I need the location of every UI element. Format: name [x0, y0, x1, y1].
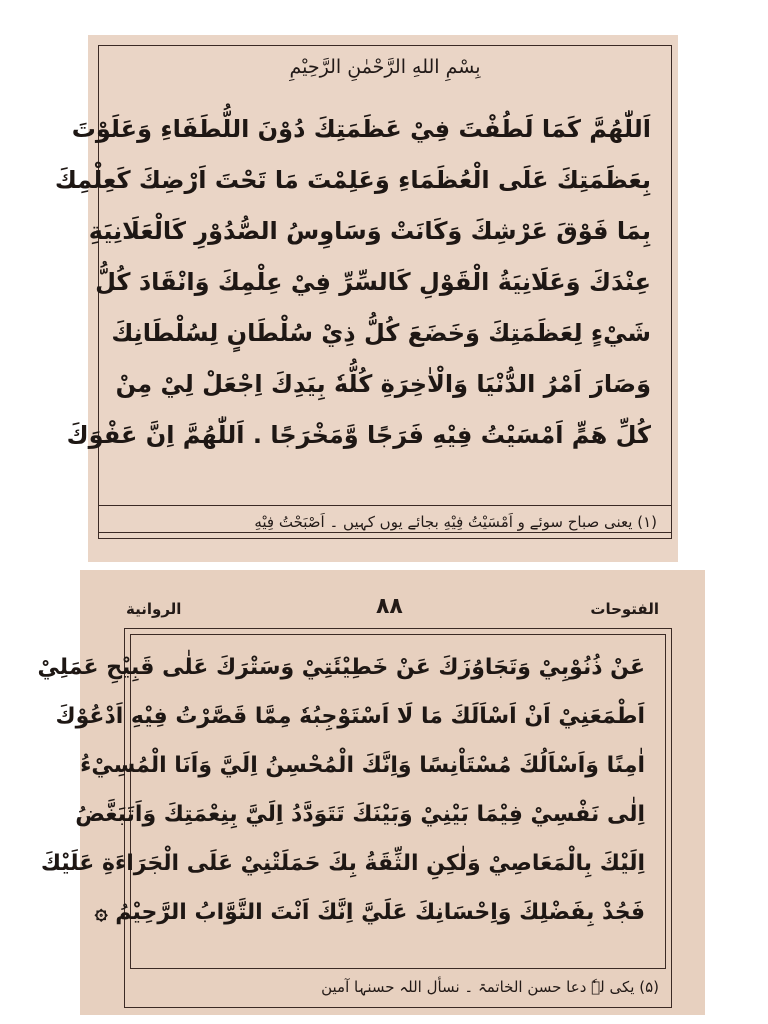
text-line: كُلِّ هَمٍّ اَمْسَيْتُ فِيْهِ فَرَجًا وَّمَخْرَجًا . اَللّٰهُمَّ اِنَّ عَفْوَكَ	[66, 421, 651, 449]
text-line: بِمَا فَوْقَ عَرْشِكَ وَكَانَتْ وَسَاوِسُ الصُّدُوْرِ كَالْعَلَانِيَةِ	[88, 217, 651, 245]
top-page-frame	[54, 45, 672, 533]
top-page-text	[54, 104, 651, 461]
text-line: شَيْءٍ لِعَظَمَتِكَ وَخَضَعَ كُلُّ ذِيْ سُلْطَانٍ لِسُلْطَانِكَ	[111, 319, 651, 347]
top-page-scan	[54, 35, 678, 562]
text-line: عَنْ ذُنُوْبِيْ وَتَجَاوُزَكَ عَنْ خَطِيْئَتِيْ وَسَتْرَكَ عَلٰى قَبِيْحِ عَمَلِيْ	[37, 655, 645, 680]
text-line: وَصَارَ اَمْرُ الدُّنْيَا وَالْاٰخِرَةِ كُلُّهٗ بِيَدِكَ اِجْعَلْ لِيْ مِنْ	[115, 370, 651, 398]
bottom-page-footnote: (۵) یکی لہٗ دعا حسن الخاتمۃ ۔ نسأل اللہ حسنہا آمین	[321, 978, 659, 996]
text-line: اَطْمَعَنِيْ اَنْ اَسْاَلَكَ مَا لَا اَسْتَوْجِبُهٗ مِمَّا قَصَّرْتُ فِيْهِ اَدْعُوْكَ	[55, 704, 645, 729]
text-line: اٰمِنًا وَاَسْاَلُكَ مُسْتَاْنِسًا وَاِنَّكَ الْمُحْسِنُ اِلَيَّ وَاَنَا الْمُسِيْءُ	[80, 753, 645, 778]
running-header-right: الفتوحات	[590, 600, 659, 618]
page-number: ۸۸	[376, 594, 403, 619]
text-line: فَجُدْ بِفَضْلِكَ وَاِحْسَانِكَ عَلَيَّ اِنَّكَ اَنْتَ التَّوَّابُ الرَّحِيْمُ ۞	[94, 900, 645, 925]
bottom-page-frame	[37, 628, 672, 1008]
top-page-footnote: (۱) یعنی صباح سوئے و اَمْسَيْتُ فِيْهِ بجائے یوں کہیں ۔ اَصْبَحْتُ فِيْهِ	[98, 505, 672, 539]
text-line: اِلٰى نَفْسِيْ فِيْمَا بَيْنِيْ وَبَيْنَكَ تَتَوَدَّدُ اِلَيَّ بِنِعْمَتِكَ وَاَتَبَغَّضُ	[75, 802, 645, 827]
running-header-left: الروانیة	[126, 600, 182, 618]
basmala-heading: بِسْمِ اللهِ الرَّحْمٰنِ الرَّحِيْمِ	[289, 56, 481, 78]
text-line: بِعَظَمَتِكَ عَلَى الْعُظَمَاءِ وَعَلِمْتَ مَا تَحْتَ اَرْضِكَ كَعِلْمِكَ	[54, 166, 651, 194]
text-line: اَللّٰهُمَّ كَمَا لَطُفْتَ فِيْ عَظَمَتِكَ دُوْنَ اللُّطَفَاءِ وَعَلَوْتَ	[71, 115, 651, 143]
bottom-page-scan	[37, 570, 705, 1015]
text-line: عِنْدَكَ وَعَلَانِيَةُ الْقَوْلِ كَالسِّرِّ فِيْ عِلْمِكَ وَانْقَادَ كُلُّ	[95, 268, 651, 296]
text-line: اِلَيْكَ بِالْمَعَاصِيْ وَلٰكِنِ الثِّقَةُ بِكَ حَمَلَتْنِيْ عَلَى الْجَرَاءَةِ عَلَيْكَ	[40, 851, 645, 876]
bottom-page-text	[37, 643, 645, 937]
